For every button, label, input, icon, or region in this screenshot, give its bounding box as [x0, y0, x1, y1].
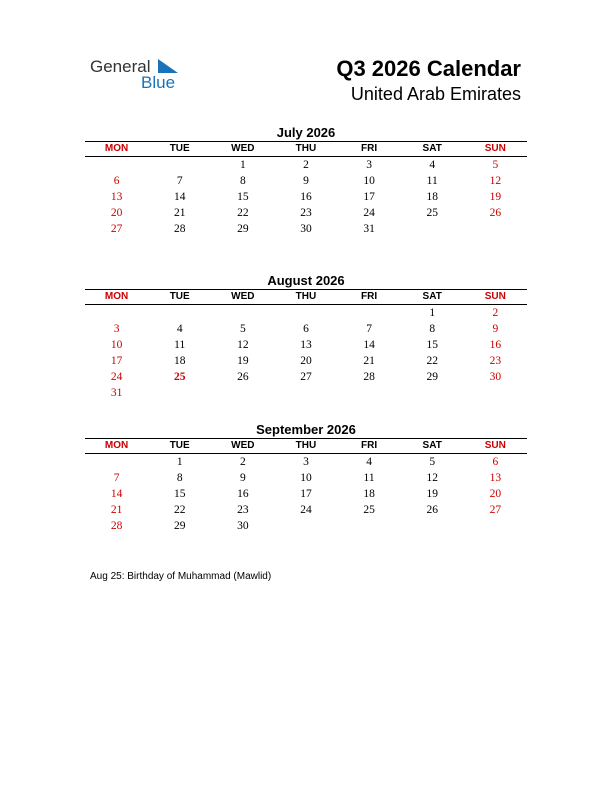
week-row [85, 470, 527, 486]
month-september [85, 421, 527, 534]
weekday-thu: THU [295, 440, 317, 451]
weekday-mon: MON [104, 291, 129, 302]
day-cell: 4 [366, 456, 372, 468]
weekday-wed: WED [231, 291, 255, 302]
day-cell: 24 [110, 371, 123, 383]
day-cell: 14 [363, 339, 375, 351]
day-cell: 12 [489, 175, 502, 187]
day-cell: 26 [237, 371, 249, 383]
day-cell: 26 [489, 207, 502, 219]
weekday-header-row [85, 290, 527, 304]
day-cell: 9 [492, 323, 499, 335]
day-cell: 22 [173, 504, 186, 516]
weekday-sat: SAT [422, 440, 442, 451]
generalblue-logo [90, 57, 190, 93]
weekday-thu: THU [295, 143, 317, 154]
day-cell: 6 [303, 323, 309, 335]
day-cell: 28 [110, 520, 123, 532]
day-cell: 11 [174, 339, 186, 351]
week-row [85, 157, 527, 173]
day-cell: 31 [363, 223, 375, 235]
day-cell: 28 [363, 371, 375, 383]
weekday-tue: TUE [169, 440, 190, 451]
day-cell: 19 [489, 191, 502, 203]
empty-day-cell [211, 385, 274, 401]
week-row [85, 189, 527, 205]
day-cell: 22 [426, 355, 438, 367]
empty-day-cell [274, 385, 337, 401]
day-cell: 16 [237, 488, 249, 500]
week-row [85, 321, 527, 337]
day-cell: 1 [176, 456, 183, 468]
day-cell: 24 [363, 207, 375, 219]
month-title: July 2026 [276, 125, 336, 140]
weekday-wed: WED [231, 143, 255, 154]
weekday-sun: SUN [484, 291, 506, 302]
weekday-fri: FRI [361, 143, 378, 154]
empty-day-cell [274, 518, 337, 534]
empty-day-cell [85, 157, 148, 173]
day-cell: 12 [237, 339, 249, 351]
holiday-note: Aug 25: Birthday of Muhammad (Mawlid) [90, 571, 272, 582]
day-cell: 23 [489, 355, 502, 367]
day-cell: 29 [237, 223, 249, 235]
empty-day-cell [148, 157, 211, 173]
empty-day-cell [85, 305, 148, 321]
day-cell: 24 [300, 504, 312, 516]
empty-day-cell [401, 385, 464, 401]
day-cell: 15 [426, 339, 438, 351]
month-title: August 2026 [267, 273, 345, 288]
day-cell: 18 [173, 355, 186, 367]
day-cell: 31 [110, 387, 123, 399]
day-cell: 15 [173, 488, 186, 500]
day-cell: 2 [239, 456, 246, 468]
week-row [85, 454, 527, 470]
empty-day-cell [338, 518, 401, 534]
empty-day-cell [464, 518, 527, 534]
weekday-mon: MON [104, 440, 129, 451]
day-cell: 10 [110, 339, 123, 351]
day-cell: 20 [489, 488, 502, 500]
day-cell: 5 [429, 456, 436, 468]
day-cell: 25 [173, 371, 186, 383]
day-cell: 18 [426, 191, 438, 203]
day-cell: 9 [239, 472, 246, 484]
day-cell: 8 [176, 472, 183, 484]
weekday-fri: FRI [361, 440, 378, 451]
day-cell: 6 [113, 175, 120, 187]
day-cell: 28 [173, 223, 186, 235]
weekday-sat: SAT [422, 143, 442, 154]
logo-text-general: General [90, 57, 151, 76]
day-cell: 19 [237, 355, 249, 367]
day-cell: 13 [300, 339, 312, 351]
day-cell: 26 [426, 504, 438, 516]
day-cell: 13 [110, 191, 123, 203]
day-cell: 1 [239, 159, 246, 171]
day-cell: 14 [110, 488, 123, 500]
day-cell: 6 [492, 456, 499, 468]
day-cell: 27 [489, 504, 502, 516]
day-cell: 20 [300, 355, 312, 367]
weekday-header-row [85, 439, 527, 453]
day-grid [85, 454, 527, 534]
week-row [85, 353, 527, 369]
day-grid [85, 157, 527, 237]
day-cell: 4 [429, 159, 436, 171]
day-cell: 3 [366, 159, 372, 171]
week-row [85, 305, 527, 321]
week-row [85, 385, 527, 401]
day-cell: 23 [300, 207, 312, 219]
weekday-thu: THU [295, 291, 317, 302]
day-cell: 5 [492, 159, 499, 171]
week-row [85, 205, 527, 221]
week-row [85, 486, 527, 502]
logo-text-blue: Blue [141, 73, 176, 92]
empty-day-cell [464, 221, 527, 237]
weekday-header-row [85, 142, 527, 156]
day-cell: 16 [489, 339, 502, 351]
weekday-sun: SUN [484, 143, 506, 154]
weekday-wed: WED [231, 440, 255, 451]
month-august [85, 272, 527, 401]
day-grid [85, 305, 527, 401]
empty-day-cell [148, 305, 211, 321]
day-cell: 21 [173, 207, 186, 219]
day-cell: 27 [110, 223, 123, 235]
empty-day-cell [338, 385, 401, 401]
empty-day-cell [211, 305, 274, 321]
weekday-mon: MON [104, 143, 129, 154]
weekday-fri: FRI [361, 291, 378, 302]
day-cell: 30 [489, 371, 502, 383]
week-row [85, 502, 527, 518]
day-cell: 15 [237, 191, 249, 203]
week-row [85, 369, 527, 385]
day-cell: 3 [113, 323, 120, 335]
day-cell: 1 [429, 307, 436, 319]
day-cell: 19 [426, 488, 438, 500]
day-cell: 29 [426, 371, 438, 383]
day-cell: 22 [237, 207, 249, 219]
day-cell: 8 [239, 175, 246, 187]
day-cell: 7 [113, 472, 120, 484]
day-cell: 3 [303, 456, 309, 468]
page-subtitle: United Arab Emirates [350, 84, 521, 104]
empty-day-cell [274, 305, 337, 321]
page-title: Q3 2026 Calendar [336, 56, 521, 81]
day-cell: 25 [426, 207, 438, 219]
logo-triangle-icon [158, 59, 178, 73]
day-cell: 4 [176, 323, 183, 335]
weekday-sat: SAT [422, 291, 442, 302]
week-row [85, 337, 527, 353]
day-cell: 21 [363, 355, 375, 367]
day-cell: 5 [239, 323, 246, 335]
day-cell: 9 [303, 175, 309, 187]
day-cell: 27 [300, 371, 312, 383]
day-cell: 14 [173, 191, 186, 203]
empty-day-cell [85, 454, 148, 470]
day-cell: 11 [426, 175, 438, 187]
week-row [85, 221, 527, 237]
day-cell: 8 [429, 323, 436, 335]
day-cell: 7 [366, 323, 372, 335]
day-cell: 18 [363, 488, 375, 500]
weekday-tue: TUE [169, 291, 190, 302]
day-cell: 17 [110, 355, 123, 367]
day-cell: 17 [363, 191, 375, 203]
month-july [85, 124, 527, 237]
week-row [85, 518, 527, 534]
month-title: September 2026 [256, 422, 356, 437]
day-cell: 2 [492, 307, 499, 319]
day-cell: 10 [363, 175, 375, 187]
empty-day-cell [401, 221, 464, 237]
day-cell: 16 [300, 191, 312, 203]
day-cell: 30 [300, 223, 312, 235]
day-cell: 29 [173, 520, 186, 532]
day-cell: 13 [489, 472, 502, 484]
empty-day-cell [401, 518, 464, 534]
day-cell: 30 [237, 520, 249, 532]
weekday-tue: TUE [169, 143, 190, 154]
day-cell: 25 [363, 504, 375, 516]
day-cell: 17 [300, 488, 312, 500]
week-row [85, 173, 527, 189]
day-cell: 21 [110, 504, 123, 516]
weekday-sun: SUN [484, 440, 506, 451]
empty-day-cell [464, 385, 527, 401]
day-cell: 11 [363, 472, 375, 484]
day-cell: 7 [176, 175, 183, 187]
empty-day-cell [338, 305, 401, 321]
day-cell: 12 [426, 472, 438, 484]
empty-day-cell [148, 385, 211, 401]
day-cell: 20 [110, 207, 123, 219]
day-cell: 23 [237, 504, 249, 516]
day-cell: 10 [300, 472, 312, 484]
day-cell: 2 [303, 159, 309, 171]
